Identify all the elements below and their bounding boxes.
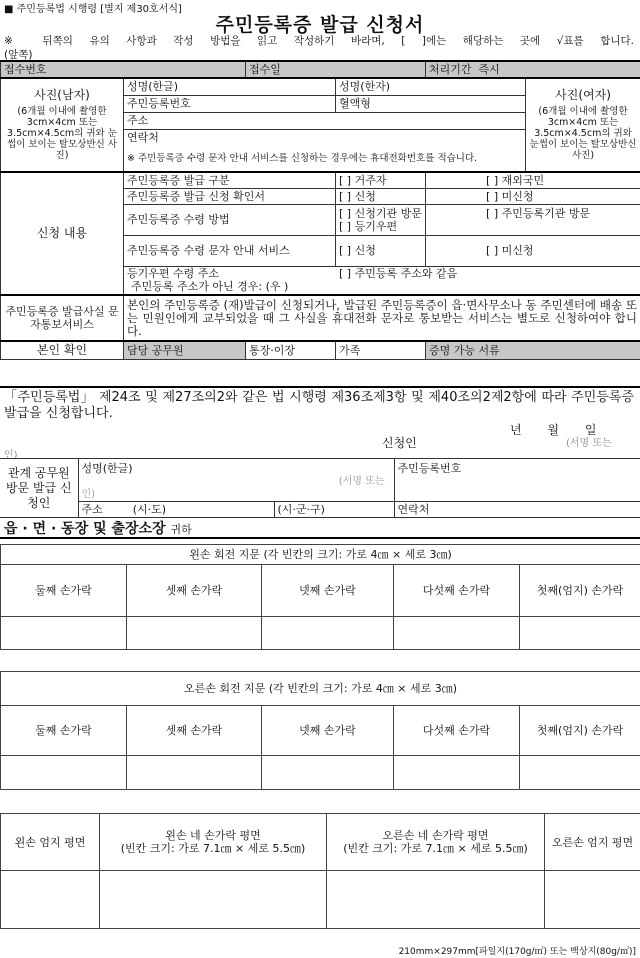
left-thumb-flat-label: 왼손 엄지 평면 xyxy=(1,814,100,871)
left-thumb-box[interactable] xyxy=(520,617,640,650)
official-name-field[interactable]: 성명(한글) (서명 또는 인) xyxy=(78,459,394,502)
right-finger-5-label: 다섯째 손가락 xyxy=(394,706,520,756)
left-finger-3-box[interactable] xyxy=(127,617,262,650)
visit-registration-checkbox[interactable]: [ ] 주민등록기관 방문 xyxy=(426,204,640,235)
page-side-label: (앞쪽) xyxy=(4,49,33,61)
left-thumb-label: 첫째(엄지) 손가락 xyxy=(520,565,640,617)
identity-official[interactable]: 담당 공무원 xyxy=(124,341,246,359)
right-finger-3-label: 셋째 손가락 xyxy=(127,706,262,756)
receipt-date-label: 접수일 xyxy=(246,61,426,78)
sms-service-label: 주민등록증 수령 문자 안내 서비스 xyxy=(124,235,336,266)
photo-male-title: 사진(남자) xyxy=(34,88,90,102)
official-visit-label: 관계 공무원 방문 발급 신청인 xyxy=(0,459,78,518)
date-field[interactable]: 년 월 일 xyxy=(510,423,597,437)
divider xyxy=(0,386,640,388)
overseas-checkbox[interactable]: [ ] 재외국민 xyxy=(426,172,640,188)
left-finger-2-label: 둘째 손가락 xyxy=(1,565,127,617)
processing-period: 처리기간 즉시 xyxy=(426,61,640,78)
name-korean-field[interactable]: 성명(한글) xyxy=(124,78,336,95)
confirmation-decline-checkbox[interactable]: [ ] 미신청 xyxy=(426,188,640,204)
right-finger-3-box[interactable] xyxy=(127,756,262,790)
left-finger-4-label: 넷째 손가락 xyxy=(262,565,394,617)
right-four-flat-box[interactable] xyxy=(327,871,545,929)
sms-notification-text: 본인의 주민등록증 (재)발급이 신청되거나, 발급된 주민등록증이 읍·면사무소나 동 주민센터에 배송 또는 민원인에게 교부되었을 때 그 사실을 휴대전화 문자로 통보받는 서비스는 별도로 신청하여야 합니다. xyxy=(124,295,640,341)
receive-method-label: 주민등록증 수령 방법 xyxy=(124,204,336,235)
photo-female-box[interactable] xyxy=(526,78,640,172)
signature-suffix: 인) xyxy=(4,450,18,461)
address-field[interactable]: 주소 xyxy=(124,112,526,129)
right-fingerprint-table xyxy=(0,671,640,790)
resident-checkbox[interactable]: [ ] 거주자 xyxy=(336,172,426,188)
signature-field[interactable]: (서명 또는 xyxy=(566,438,612,449)
left-thumb-flat-box[interactable] xyxy=(1,871,100,929)
official-sigungu[interactable]: (시·군·구) xyxy=(274,502,394,518)
sms-notification-label: 주민등록증 발급사실 문자통보서비스 xyxy=(1,295,124,341)
right-finger-2-box[interactable] xyxy=(1,756,127,790)
left-finger-2-box[interactable] xyxy=(1,617,127,650)
declaration-text: 「주민등록법」 제24조 및 제27조의2와 같은 법 시행령 제36조제3항 및 제40조의2제2항에 따라 주민등록증 발급을 신청합니다. xyxy=(4,390,634,421)
application-table xyxy=(0,60,640,360)
recipient: 읍 · 면 · 동장 및 출장소장 귀하 xyxy=(4,521,192,537)
photo-male-desc: (6개월 이내에 촬영한 3cm×4cm 또는 3.5cm×4.5cm의 귀와 눈썹이 보이는 탈모상반신 사진) xyxy=(6,106,117,161)
left-finger-5-box[interactable] xyxy=(394,617,520,650)
form-reference: ■ 주민등록법 시행령 [별지 제30호서식] xyxy=(4,4,182,15)
applicant-label: 신청인 xyxy=(382,436,417,450)
application-content-label: 신청 내용 xyxy=(1,172,124,295)
contact-field[interactable]: 연락처 xyxy=(124,129,526,146)
issue-type-label: 주민등록증 발급 구분 xyxy=(124,172,336,188)
official-rrn-field[interactable]: 주민등록번호 xyxy=(394,459,640,502)
identity-check-label: 본인 확인 xyxy=(1,341,124,359)
left-finger-4-box[interactable] xyxy=(262,617,394,650)
right-thumb-flat-box[interactable] xyxy=(545,871,640,929)
sms-decline-checkbox[interactable]: [ ] 미신청 xyxy=(426,235,640,266)
left-fingerprint-title: 왼손 회전 지문 (각 빈칸의 크기: 가로 4㎝ × 세로 3㎝) xyxy=(1,545,640,565)
right-thumb-flat-label: 오른손 엄지 평면 xyxy=(545,814,640,871)
left-four-flat-label: 왼손 네 손가락 평면 (빈칸 크기: 가로 7.1㎝ × 세로 5.5㎝) xyxy=(100,814,327,871)
sms-apply-checkbox[interactable]: [ ] 신청 xyxy=(336,235,426,266)
right-finger-2-label: 둘째 손가락 xyxy=(1,706,127,756)
official-visit-table xyxy=(0,458,640,518)
identity-family[interactable]: 가족 xyxy=(336,341,426,359)
receive-method-options[interactable]: [ ] 신청기관 방문 [ ] 등기우편 xyxy=(336,204,426,235)
photo-female-title: 사진(여자) xyxy=(555,88,611,102)
right-four-flat-label: 오른손 네 손가락 평면 (빈칸 크기: 가로 7.1㎝ × 세로 5.5㎝) xyxy=(327,814,545,871)
name-hanja-field[interactable]: 성명(한자) xyxy=(336,78,526,95)
flat-fingerprint-table xyxy=(0,813,640,929)
official-contact-field[interactable]: 연락처 xyxy=(394,502,640,518)
photo-female-desc: (6개월 이내에 촬영한 3cm×4cm 또는 3.5cm×4.5cm의 귀와 눈썹이 보이는 탈모상반신 사진) xyxy=(529,106,637,161)
left-fingerprint-table xyxy=(0,544,640,650)
right-finger-5-box[interactable] xyxy=(394,756,520,790)
page-title: 주민등록증 발급 신청서 xyxy=(215,14,425,36)
left-finger-3-label: 셋째 손가락 xyxy=(127,565,262,617)
confirmation-label: 주민등록증 발급 신청 확인서 xyxy=(124,188,336,204)
divider xyxy=(0,537,640,539)
right-finger-4-box[interactable] xyxy=(262,756,394,790)
right-thumb-box[interactable] xyxy=(520,756,640,790)
photo-male-box[interactable] xyxy=(1,78,124,172)
blood-type-field[interactable]: 혈액형 xyxy=(336,95,526,112)
receipt-number-label: 접수번호 xyxy=(1,61,246,78)
left-finger-5-label: 다섯째 손가락 xyxy=(394,565,520,617)
left-four-flat-box[interactable] xyxy=(100,871,327,929)
right-finger-4-label: 넷째 손가락 xyxy=(262,706,394,756)
identity-chief[interactable]: 통장·이장 xyxy=(246,341,336,359)
mail-address-row[interactable]: 등기우편 수령 주소 [ ] 주민등록 주소와 같음 주민등록 주소가 아닌 경우: (우 ) xyxy=(124,266,640,295)
right-thumb-label: 첫째(엄지) 손가락 xyxy=(520,706,640,756)
contact-note: ※ 주민등록증 수령 문자 안내 서비스를 신청하는 경우에는 휴대전화번호를 적습니다. xyxy=(124,146,526,172)
confirmation-apply-checkbox[interactable]: [ ] 신청 xyxy=(336,188,426,204)
rrn-field[interactable]: 주민등록번호 xyxy=(124,95,336,112)
official-address-field[interactable]: 주소 (시·도) xyxy=(78,502,274,518)
paper-spec-footer: 210mm×297mm[파일지(170g/㎡) 또는 백상지(80g/㎡)] xyxy=(398,947,636,957)
instruction-note: ※ 뒤쪽의 유의 사항과 작성 방법을 읽고 작성하기 바라며, [ ]에는 해당하는 곳에 √표를 합니다. xyxy=(4,35,634,47)
identity-document[interactable]: 증명 가능 서류 xyxy=(426,341,640,359)
right-fingerprint-title: 오른손 회전 지문 (각 빈칸의 크기: 가로 4㎝ × 세로 3㎝) xyxy=(1,672,640,706)
